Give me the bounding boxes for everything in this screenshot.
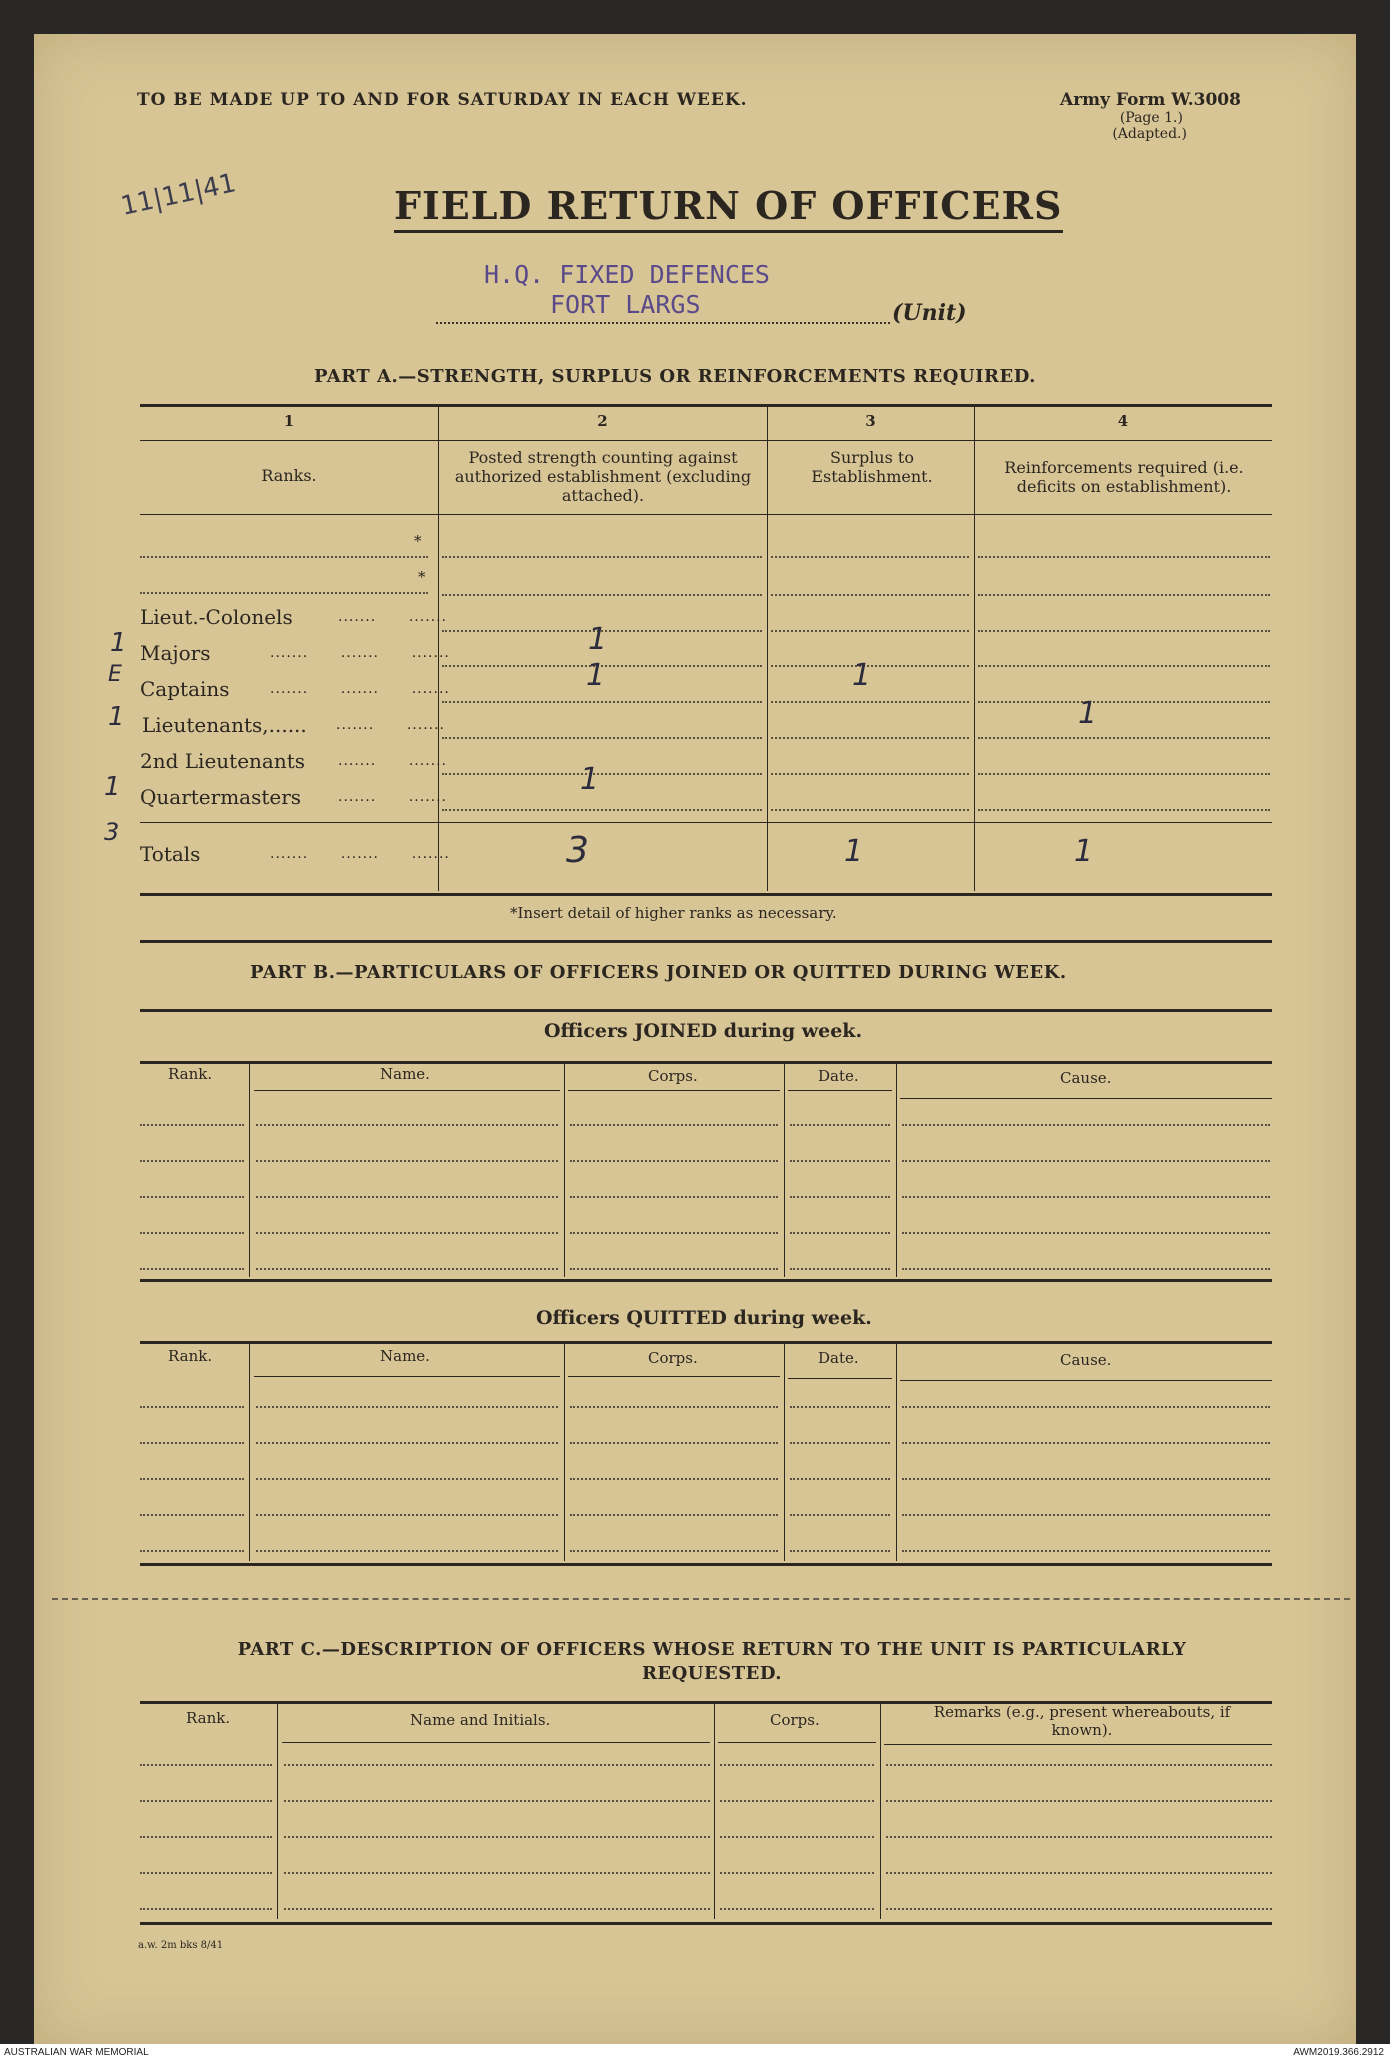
joined-divider-1 <box>249 1063 250 1277</box>
joined-header-rule <box>254 1090 560 1091</box>
blank-entry-line <box>570 1232 778 1234</box>
blank-entry-line <box>140 1406 244 1408</box>
row-line <box>442 594 762 596</box>
part-a-number-rule <box>140 440 1272 441</box>
blank-entry-line <box>256 1232 558 1234</box>
row-line <box>771 773 969 775</box>
stamp-line-2: FORT LARGS <box>550 290 701 319</box>
blank-entry-line <box>886 1764 1272 1766</box>
blank-entry-line <box>256 1442 558 1444</box>
part-b-top-rule <box>140 940 1272 943</box>
quitted-col-cause: Cause. <box>1060 1351 1112 1369</box>
posted-quartermasters: 1 <box>580 762 600 797</box>
blank-entry-line <box>284 1836 710 1838</box>
quitted-header-rule <box>254 1376 560 1377</box>
blank-entry-line <box>790 1160 890 1162</box>
handwritten-date: 11|11|41 <box>118 168 239 222</box>
blank-entry-line <box>902 1232 1270 1234</box>
part-a-col-divider-2 <box>767 407 768 891</box>
joined-header-rule <box>788 1090 892 1091</box>
quitted-divider-3 <box>784 1343 785 1561</box>
blank-entry-line <box>256 1478 558 1480</box>
joined-divider-2 <box>564 1063 565 1277</box>
posted-total: 3 <box>566 830 589 871</box>
part-a-title: PART A.—STRENGTH, SURPLUS OR REINFORCEMENTS REQUIRED. <box>314 366 1036 387</box>
row-line <box>978 630 1270 632</box>
blank-entry-line <box>140 1160 244 1162</box>
blank-entry-line <box>140 1514 244 1516</box>
quitted-header-rule <box>568 1376 780 1377</box>
form-page: (Page 1.) <box>1119 110 1183 126</box>
part-c-col-rank: Rank. <box>186 1709 231 1727</box>
totals-label: Totals <box>140 842 201 866</box>
row-line <box>978 594 1270 596</box>
blank-rank-line-2 <box>140 592 428 594</box>
blank-entry-line <box>284 1872 710 1874</box>
unit-field-line <box>436 322 890 324</box>
part-a-top-rule <box>140 404 1272 407</box>
blank-entry-line <box>570 1160 778 1162</box>
quitted-table-top <box>140 1341 1272 1344</box>
row-line <box>978 809 1270 811</box>
form-adapted: (Adapted.) <box>1112 126 1187 142</box>
quitted-col-corps: Corps. <box>648 1349 698 1367</box>
margin-mark-majors: 1 <box>110 628 127 658</box>
posted-captains: 1 <box>586 658 606 693</box>
blank-entry-line <box>256 1268 558 1270</box>
blank-entry-line <box>140 1836 272 1838</box>
blank-entry-line <box>256 1514 558 1516</box>
blank-entry-line <box>140 1442 244 1444</box>
blank-entry-line <box>140 1478 244 1480</box>
blank-entry-line <box>790 1232 890 1234</box>
blank-entry-line <box>256 1550 558 1552</box>
blank-entry-line <box>140 1232 244 1234</box>
part-c-table-bottom <box>140 1922 1272 1925</box>
quitted-table-bottom <box>140 1563 1272 1566</box>
blank-entry-line <box>902 1406 1270 1408</box>
joined-header-rule <box>568 1090 780 1091</box>
blank-entry-line <box>570 1124 778 1126</box>
row-line <box>771 594 969 596</box>
part-a-col-divider-3 <box>974 407 975 891</box>
rank-lieutenants: Lieutenants,...... ....... ....... <box>142 713 446 737</box>
blank-entry-line <box>902 1160 1270 1162</box>
col-number-1: 1 <box>283 412 295 430</box>
blank-entry-line <box>140 1800 272 1802</box>
tear-off-line <box>52 1598 1350 1600</box>
joined-divider-3 <box>784 1063 785 1277</box>
blank-entry-line <box>570 1196 778 1198</box>
margin-mark-lieutenants: 1 <box>108 702 125 732</box>
blank-entry-line <box>886 1836 1272 1838</box>
part-a-footnote: *Insert detail of higher ranks as necessary. <box>510 904 837 922</box>
joined-col-date: Date. <box>818 1067 859 1085</box>
row-line <box>442 701 762 703</box>
blank-entry-line <box>570 1478 778 1480</box>
blank-entry-line <box>902 1442 1270 1444</box>
blank-entry-line <box>140 1196 244 1198</box>
margin-mark-captains: E <box>108 662 122 687</box>
part-c-header-rule <box>718 1742 876 1743</box>
rank-label: Captains <box>140 677 230 701</box>
stamp-line-1: H.Q. FIXED DEFENCES <box>484 260 770 289</box>
part-c-header-rule <box>282 1742 710 1743</box>
joined-divider-4 <box>896 1063 897 1277</box>
archive-reference: AWM2019.366.2912 <box>1293 2047 1384 2058</box>
blank-entry-line <box>790 1514 890 1516</box>
blank-entry-line <box>790 1124 890 1126</box>
posted-majors: 1 <box>588 622 608 657</box>
blank-entry-line <box>790 1478 890 1480</box>
blank-entry-line <box>720 1764 874 1766</box>
blank-entry-line <box>284 1908 710 1910</box>
col-header-surplus: Surplus to Establishment. <box>811 448 933 486</box>
blank-entry-line <box>570 1550 778 1552</box>
blank-entry-line <box>140 1268 244 1270</box>
row-line <box>771 737 969 739</box>
blank-entry-line <box>284 1764 710 1766</box>
print-code: a.w. 2m bks 8/41 <box>138 1940 224 1951</box>
joined-header-rule <box>900 1098 1272 1099</box>
blank-entry-line <box>256 1196 558 1198</box>
archive-name: AUSTRALIAN WAR MEMORIAL <box>4 2047 149 2058</box>
part-c-title-line-2: REQUESTED. <box>641 1663 783 1684</box>
asterisk-1: * <box>414 532 422 550</box>
reinforce-lieutenants: 1 <box>1078 696 1098 731</box>
part-a-header-rule <box>140 514 1272 515</box>
rank-label: Lieutenants <box>142 713 263 737</box>
part-c-header-rule <box>884 1744 1272 1745</box>
blank-entry-line <box>720 1836 874 1838</box>
part-b-title: PART B.—PARTICULARS OF OFFICERS JOINED OR QUITTED DURING WEEK. <box>250 962 1067 983</box>
col-header-posted: Posted strength counting against authorized establishment (excluding attached). <box>454 448 752 505</box>
rank-majors: Majors ....... ....... ....... <box>140 641 450 665</box>
form-number: Army Form W.3008 <box>1060 90 1241 110</box>
form-title: FIELD RETURN OF OFFICERS <box>394 183 1063 233</box>
blank-entry-line <box>790 1268 890 1270</box>
part-c-title <box>172 1638 1252 1686</box>
row-line <box>978 665 1270 667</box>
blank-entry-line <box>790 1550 890 1552</box>
blank-entry-line <box>902 1514 1270 1516</box>
part-c-col-corps: Corps. <box>770 1711 820 1729</box>
blank-entry-line <box>902 1196 1270 1198</box>
blank-entry-line <box>284 1800 710 1802</box>
quitted-header-rule <box>900 1380 1272 1381</box>
row-line <box>978 556 1270 558</box>
blank-entry-line <box>886 1908 1272 1910</box>
blank-rank-line-1 <box>140 556 428 558</box>
asterisk-2: * <box>418 568 426 586</box>
blank-entry-line <box>902 1124 1270 1126</box>
blank-entry-line <box>790 1196 890 1198</box>
part-a-bottom-rule <box>140 893 1272 896</box>
row-line <box>771 701 969 703</box>
col-number-4: 4 <box>1117 412 1129 430</box>
quitted-col-name: Name. <box>380 1347 430 1365</box>
row-line <box>771 556 969 558</box>
blank-entry-line <box>570 1442 778 1444</box>
totals-row: Totals ....... ....... ....... <box>140 842 450 866</box>
part-c-col-remarks: Remarks (e.g., present whereabouts, if known). <box>933 1703 1231 1739</box>
totals-rule <box>140 822 1272 823</box>
part-c-divider-3 <box>880 1703 881 1919</box>
rank-label: Quartermasters <box>140 785 302 809</box>
part-b-title-rule <box>140 1009 1272 1012</box>
joined-table-bottom <box>140 1279 1272 1282</box>
part-c-divider-2 <box>714 1703 715 1919</box>
rank-label: Majors <box>140 641 211 665</box>
form-number-block <box>1060 90 1241 142</box>
quitted-col-date: Date. <box>818 1349 859 1367</box>
unit-stamp <box>484 260 770 320</box>
blank-entry-line <box>886 1800 1272 1802</box>
joined-table-top <box>140 1061 1272 1064</box>
blank-entry-line <box>256 1124 558 1126</box>
quitted-divider-2 <box>564 1343 565 1561</box>
blank-entry-line <box>720 1800 874 1802</box>
col-number-2: 2 <box>597 412 608 430</box>
joined-col-corps: Corps. <box>648 1067 698 1085</box>
blank-entry-line <box>570 1514 778 1516</box>
col-number-3: 3 <box>865 412 876 430</box>
unit-label: (Unit) <box>892 300 967 326</box>
part-c-divider-1 <box>277 1703 278 1919</box>
row-line <box>771 630 969 632</box>
row-line <box>442 556 762 558</box>
blank-entry-line <box>570 1268 778 1270</box>
rank-captains: Captains ....... ....... ....... <box>140 677 450 701</box>
blank-entry-line <box>140 1872 272 1874</box>
reinforce-total: 1 <box>1074 834 1094 869</box>
joined-col-name: Name. <box>380 1065 430 1083</box>
surplus-captains: 1 <box>852 658 872 693</box>
blank-entry-line <box>720 1908 874 1910</box>
margin-mark-totals: 3 <box>104 818 120 846</box>
row-line <box>442 809 762 811</box>
row-line <box>771 809 969 811</box>
rank-label: 2nd Lieutenants <box>140 749 306 773</box>
blank-entry-line <box>902 1478 1270 1480</box>
surplus-total: 1 <box>844 834 864 869</box>
row-line <box>978 773 1270 775</box>
col-header-reinforcements: Reinforcements required (i.e. deficits on establishment). <box>1004 458 1244 496</box>
quitted-col-rank: Rank. <box>168 1347 213 1365</box>
joined-subtitle: Officers JOINED during week. <box>544 1020 863 1042</box>
rank-lieut-colonels: Lieut.-Colonels ....... ....... <box>140 605 448 629</box>
blank-entry-line <box>886 1872 1272 1874</box>
row-line <box>442 737 762 739</box>
blank-entry-line <box>140 1550 244 1552</box>
archive-strip <box>0 2044 1390 2061</box>
col-header-ranks: Ranks. <box>261 466 317 485</box>
quitted-header-rule <box>788 1378 892 1379</box>
blank-entry-line <box>140 1124 244 1126</box>
quitted-divider-1 <box>249 1343 250 1561</box>
row-line <box>442 773 762 775</box>
part-c-title-line-1: PART C.—DESCRIPTION OF OFFICERS WHOSE RETURN TO THE UNIT IS PARTICULARLY <box>237 1639 1187 1660</box>
quitted-subtitle: Officers QUITTED during week. <box>536 1307 872 1329</box>
blank-entry-line <box>570 1406 778 1408</box>
rank-label: Lieut.-Colonels <box>140 605 293 629</box>
margin-mark-quartermasters: 1 <box>104 772 121 802</box>
quitted-divider-4 <box>896 1343 897 1561</box>
joined-col-cause: Cause. <box>1060 1069 1112 1087</box>
blank-entry-line <box>140 1764 272 1766</box>
blank-entry-line <box>720 1872 874 1874</box>
rank-2nd-lieutenants: 2nd Lieutenants ....... ....... <box>140 749 448 773</box>
blank-entry-line <box>256 1406 558 1408</box>
blank-entry-line <box>790 1406 890 1408</box>
row-line <box>978 737 1270 739</box>
rank-quartermasters: Quartermasters ....... ....... <box>140 785 448 809</box>
blank-entry-line <box>902 1550 1270 1552</box>
row-line <box>978 701 1270 703</box>
blank-entry-line <box>140 1908 272 1910</box>
blank-entry-line <box>902 1268 1270 1270</box>
blank-entry-line <box>790 1442 890 1444</box>
joined-col-rank: Rank. <box>168 1065 213 1083</box>
blank-entry-line <box>256 1160 558 1162</box>
part-c-col-name: Name and Initials. <box>410 1711 551 1729</box>
submission-instruction: TO BE MADE UP TO AND FOR SATURDAY IN EACH WEEK. <box>137 90 748 110</box>
